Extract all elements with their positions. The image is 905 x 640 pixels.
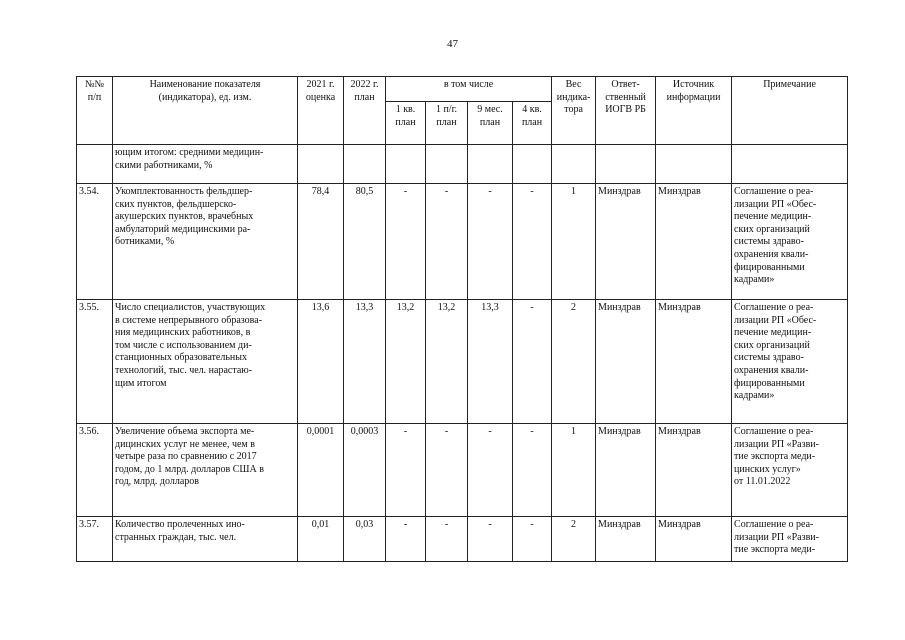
cell-empty — [596, 145, 656, 184]
cell-empty — [732, 145, 848, 184]
table-row — [77, 300, 848, 424]
cell-q4: - — [513, 424, 552, 517]
cell-weight: 1 — [552, 184, 596, 300]
cell-empty — [552, 145, 596, 184]
cell-q4: - — [513, 184, 552, 300]
cell-source: Минздрав — [656, 300, 732, 424]
cell-note: Соглашение о реа- лизации РП «Обес- печение медицин- ских организаций системы здраво- охранения квали- фицированными кадрами» — [732, 300, 848, 424]
cell-responsible: Минздрав — [596, 300, 656, 424]
cell-num — [77, 145, 113, 184]
cell-empty — [386, 145, 426, 184]
cell-q1: 13,2 — [386, 300, 426, 424]
cell-responsible: Минздрав — [596, 424, 656, 517]
cell-h1: - — [426, 517, 468, 562]
cell-h1: 13,2 — [426, 300, 468, 424]
cell-num: 3.57. — [77, 517, 113, 562]
cell-empty — [513, 145, 552, 184]
header-source: Источник информации — [656, 77, 732, 145]
header-note: Примечание — [732, 77, 848, 145]
page-number: 47 — [447, 38, 458, 50]
cell-source: Минздрав — [656, 424, 732, 517]
cell-q4: - — [513, 300, 552, 424]
cell-9m: 13,3 — [468, 300, 513, 424]
cell-name: Число специалистов, участвующих в системе непрерывного образова- ния медицинских работников, в том числе с использованием ди- станционных образовательных технологий, тыс. чел. нарастаю- щим итогом — [113, 300, 298, 424]
cell-note: Соглашение о реа- лизации РП «Обес- печение медицин- ских организаций системы здраво- охранения квали- фицированными кадрами» — [732, 184, 848, 300]
header-q4: 4 кв. план — [513, 102, 552, 145]
cell-num: 3.54. — [77, 184, 113, 300]
cell-weight: 1 — [552, 424, 596, 517]
cell-h1: - — [426, 424, 468, 517]
cell-responsible: Минздрав — [596, 184, 656, 300]
cell-empty — [468, 145, 513, 184]
cell-2021: 13,6 — [298, 300, 344, 424]
cell-2022: 0,03 — [344, 517, 386, 562]
cell-num: 3.56. — [77, 424, 113, 517]
cell-2021: 0,0001 — [298, 424, 344, 517]
cell-note: Соглашение о реа- лизации РП «Разви- тие экспорта меди- — [732, 517, 848, 562]
table-row — [77, 424, 848, 517]
cell-2021: 78,4 — [298, 184, 344, 300]
cell-empty — [344, 145, 386, 184]
cell-2022: 80,5 — [344, 184, 386, 300]
header-num: №№ п/п — [77, 77, 113, 145]
header-q1: 1 кв. план — [386, 102, 426, 145]
cell-responsible: Минздрав — [596, 517, 656, 562]
cell-h1: - — [426, 184, 468, 300]
cell-9m: - — [468, 424, 513, 517]
cell-q4: - — [513, 517, 552, 562]
cell-2022: 13,3 — [344, 300, 386, 424]
header-9m: 9 мес. план — [468, 102, 513, 145]
cell-9m: - — [468, 517, 513, 562]
cell-num: 3.55. — [77, 300, 113, 424]
table-row — [77, 145, 848, 184]
cell-name: Укомплектованность фельдшер- ских пунктов, фельдшерско- акушерских пунктов, врачебных амбулаторий медицинскими ра- ботниками, % — [113, 184, 298, 300]
cell-name: ющим итогом: средними медицин- скими работниками, % — [113, 145, 298, 184]
cell-q1: - — [386, 517, 426, 562]
header-name: Наименование показателя (индикатора), ед. изм. — [113, 77, 298, 145]
cell-empty — [298, 145, 344, 184]
cell-q1: - — [386, 424, 426, 517]
cell-note: Соглашение о реа- лизации РП «Разви- тие экспорта меди- цинских услуг» от 11.01.2022 — [732, 424, 848, 517]
cell-name: Количество пролеченных ино- странных граждан, тыс. чел. — [113, 517, 298, 562]
cell-weight: 2 — [552, 517, 596, 562]
header-2021: 2021 г. оценка — [298, 77, 344, 145]
cell-weight: 2 — [552, 300, 596, 424]
header-2022: 2022 г. план — [344, 77, 386, 145]
cell-name: Увеличение объема экспорта ме- дицинских услуг не менее, чем в четыре раза по сравнению с 2017 годом, до 1 млрд. долларов США в год, млрд. долларов — [113, 424, 298, 517]
cell-source: Минздрав — [656, 184, 732, 300]
cell-source: Минздрав — [656, 517, 732, 562]
indicators-table — [76, 76, 848, 562]
header-responsible: Ответ- ственный ИОГВ РБ — [596, 77, 656, 145]
cell-empty — [656, 145, 732, 184]
cell-q1: - — [386, 184, 426, 300]
table-row — [77, 184, 848, 300]
header-including: в том числе — [386, 77, 552, 102]
header-weight: Вес индика- тора — [552, 77, 596, 145]
cell-2021: 0,01 — [298, 517, 344, 562]
cell-9m: - — [468, 184, 513, 300]
cell-2022: 0,0003 — [344, 424, 386, 517]
header-h1: 1 п/г. план — [426, 102, 468, 145]
table-row — [77, 517, 848, 562]
cell-empty — [426, 145, 468, 184]
header-row — [77, 77, 848, 102]
